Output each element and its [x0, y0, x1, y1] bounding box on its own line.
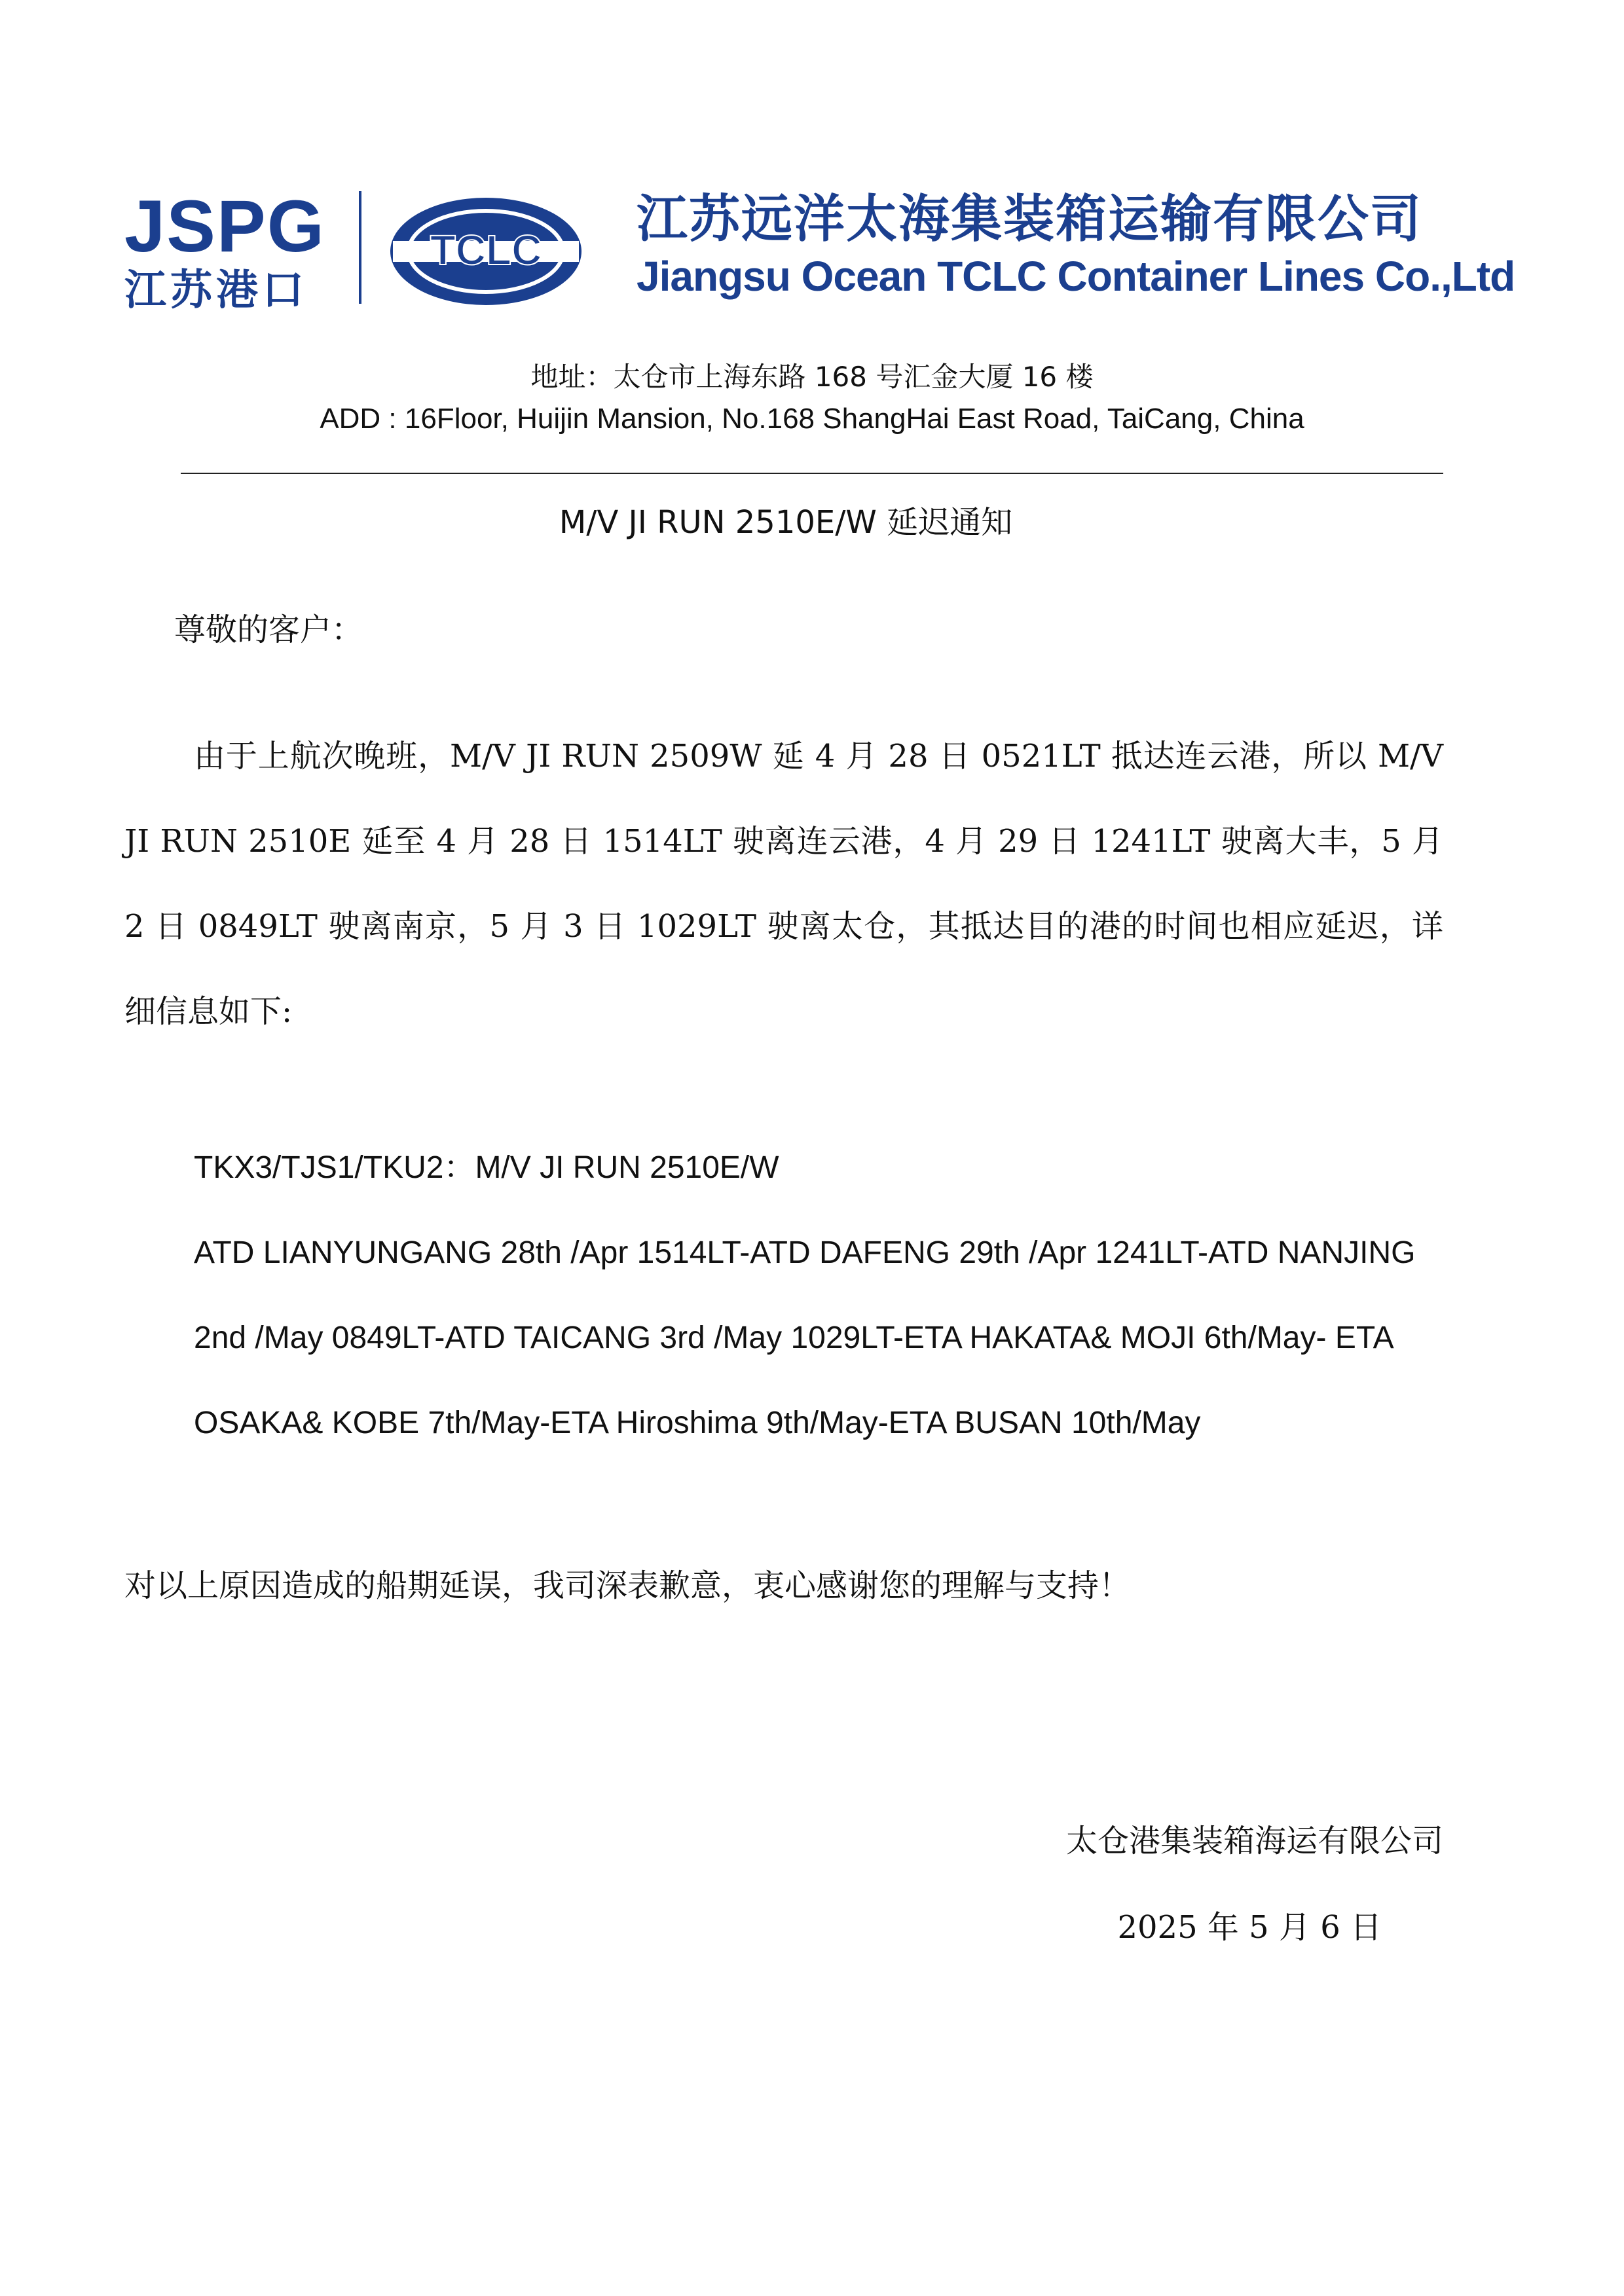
- schedule-line: ATD LIANYUNGANG 28th /Apr 1514LT-ATD DAFENG 29th /Apr 1241LT-ATD NANJING: [194, 1235, 1416, 1270]
- header-rule: [181, 473, 1443, 474]
- tclc-logo-text: TCLC: [430, 227, 542, 274]
- jspg-logo: [124, 185, 334, 315]
- address-chinese: 地址：太仓市上海东路 168 号汇金大厦 16 楼: [530, 361, 1094, 393]
- address-english: ADD : 16Floor, Huijin Mansion, No.168 ShangHai East Road, TaiCang, China: [320, 403, 1304, 435]
- jspg-logo-latin: JSPG: [124, 185, 325, 267]
- logo-divider: [359, 191, 361, 304]
- notice-title: M/V JI RUN 2510E/W 延迟通知: [559, 504, 1013, 541]
- schedule-line: 2nd /May 0849LT-ATD TAICANG 3rd /May 1029LT-ETA HAKATA& MOJI 6th/May- ETA: [194, 1321, 1394, 1355]
- signature-company: 太仓港集装箱海运有限公司: [1065, 1823, 1443, 1859]
- schedule-line: TKX3/TJS1/TKU2：M/V JI RUN 2510E/W: [194, 1150, 779, 1185]
- company-name-chinese: 江苏远洋太海集装箱运输有限公司: [637, 190, 1423, 249]
- schedule-line: OSAKA& KOBE 7th/May-ETA Hiroshima 9th/May-ETA BUSAN 10th/May: [194, 1406, 1201, 1440]
- company-name-english: Jiangsu Ocean TCLC Container Lines Co.,Ltd: [637, 253, 1515, 300]
- jspg-logo-chinese: 江苏港口: [124, 266, 308, 315]
- greeting: 尊敬的客户：: [174, 611, 363, 648]
- tclc-logo: [388, 195, 584, 308]
- apology-text: 对以上原因造成的船期延误，我司深表歉意，衷心感谢您的理解与支持！: [124, 1567, 1131, 1604]
- signature-date: 2025 年 5 月 6 日: [1117, 1909, 1382, 1946]
- notice-body: 由于上航次晚班，M/V JI RUN 2509W 延 4 月 28 日 0521LT 抵达连云港，所以 M/V JI RUN 2510E 延至 4 月 28 日 1514LT 驶离连云港，4 月 29 日 1241LT 驶离大丰，5 月 2 日 0849LT 驶离南京，5 月 3 日 1029LT 驶离太仓，其抵达目的港的时间也相应延迟，详细信息如下:: [124, 738, 1443, 1030]
